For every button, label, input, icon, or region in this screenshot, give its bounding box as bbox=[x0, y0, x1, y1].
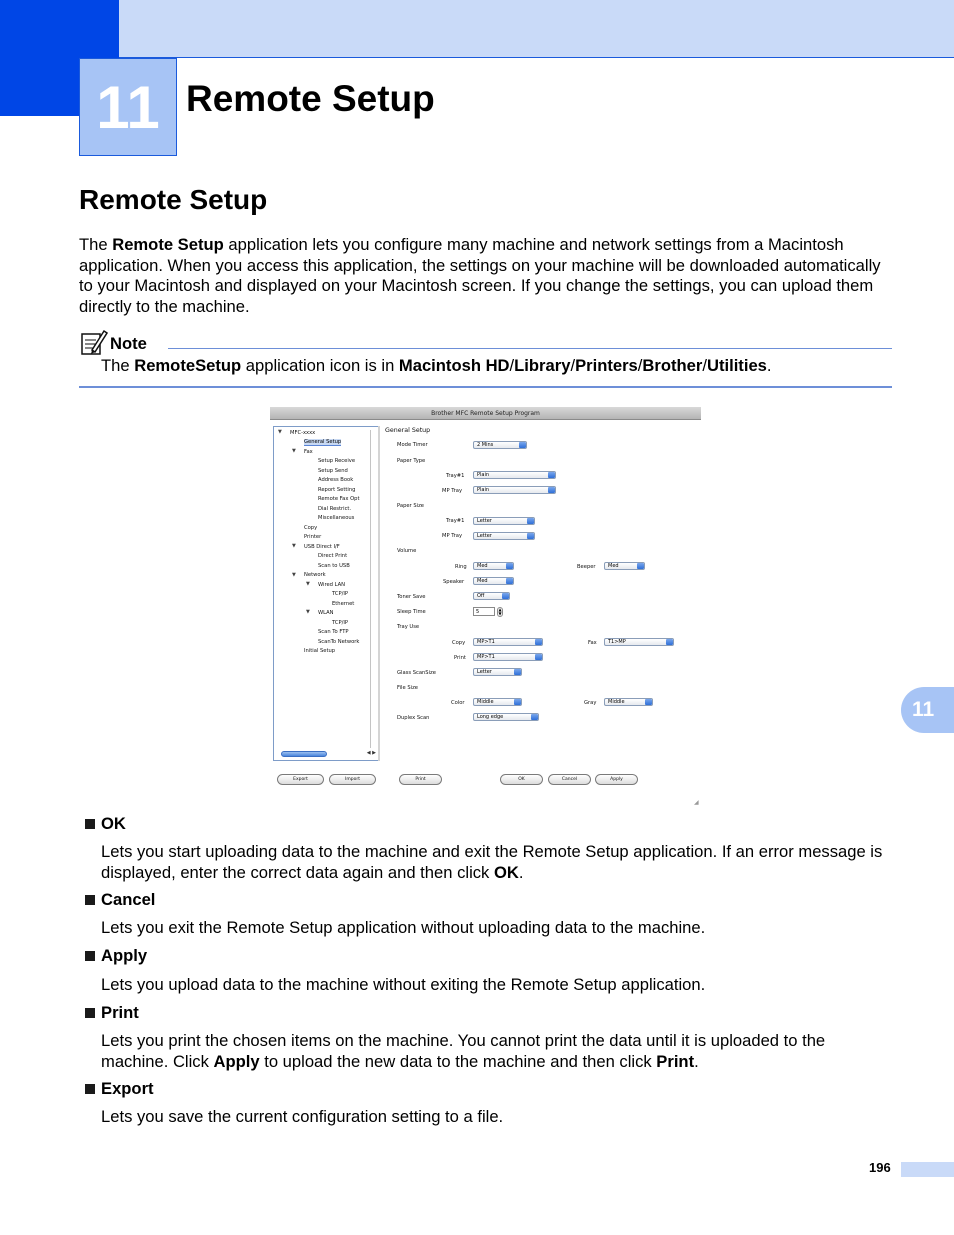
tree-item-wired-lan[interactable]: Wired LAN bbox=[318, 582, 346, 588]
page-number: 196 bbox=[869, 1160, 891, 1175]
popup-arrows-icon bbox=[527, 518, 534, 524]
note-label: Note bbox=[110, 334, 147, 353]
duplex-scan-select[interactable]: Long edge bbox=[473, 713, 539, 721]
popup-arrows-icon bbox=[514, 669, 521, 675]
expand-triangle-icon[interactable]: ▼ bbox=[306, 609, 310, 615]
popup-arrows-icon bbox=[514, 699, 521, 705]
tree-item-direct-print[interactable]: Direct Print bbox=[318, 553, 348, 559]
copy-tray-select[interactable]: MP>T1 bbox=[473, 638, 543, 646]
popup-arrows-icon bbox=[666, 639, 673, 645]
glass-scansize-select[interactable]: Letter bbox=[473, 668, 522, 676]
expand-triangle-icon[interactable]: ▼ bbox=[278, 429, 282, 435]
item-heading-ok: OK bbox=[101, 814, 126, 833]
popup-arrows-icon bbox=[535, 639, 542, 645]
glass-scansize-label: Glass ScanSize bbox=[397, 670, 436, 676]
tree-item-network[interactable]: Network bbox=[304, 572, 326, 578]
chapter-number-box bbox=[79, 58, 177, 156]
tree-item-tcpip-wlan[interactable]: TCP/IP bbox=[332, 620, 349, 626]
toner-save-select[interactable]: Off bbox=[473, 592, 510, 600]
speaker-volume-select[interactable]: Med bbox=[473, 577, 514, 585]
color-label: Color bbox=[451, 700, 465, 706]
ring-label: Ring bbox=[455, 564, 467, 570]
expand-triangle-icon[interactable]: ▼ bbox=[306, 581, 310, 587]
ring-volume-select[interactable]: Med bbox=[473, 562, 514, 570]
apply-button[interactable]: Apply bbox=[595, 774, 638, 785]
mode-timer-select[interactable]: 2 Mins bbox=[473, 441, 527, 449]
tree-item-report-setting[interactable]: Report Setting bbox=[318, 487, 356, 493]
tree-item-initial-setup[interactable]: Initial Setup bbox=[304, 648, 336, 654]
toner-save-label: Toner Save bbox=[397, 594, 426, 600]
copy-tray-label: Copy bbox=[452, 640, 466, 646]
import-button[interactable]: Import bbox=[329, 774, 376, 785]
scroll-arrows-icon[interactable]: ◀ ▶ bbox=[366, 750, 376, 756]
sleep-time-stepper[interactable]: ▲ ▼ bbox=[498, 607, 502, 616]
tree-item-address-book[interactable]: Address Book bbox=[318, 477, 354, 483]
popup-arrows-icon bbox=[645, 699, 652, 705]
popup-arrows-icon bbox=[637, 563, 644, 569]
expand-triangle-icon[interactable]: ▼ bbox=[292, 543, 296, 549]
settings-tree[interactable] bbox=[273, 426, 379, 761]
volume-label: Volume bbox=[397, 548, 417, 554]
popup-arrows-icon bbox=[548, 472, 555, 478]
tree-item-tcpip-wired[interactable]: TCP/IP bbox=[332, 591, 349, 597]
footer-accent-bar bbox=[901, 1162, 954, 1177]
scroll-thumb[interactable] bbox=[281, 751, 327, 757]
cancel-button[interactable]: Cancel bbox=[548, 774, 591, 785]
tree-vertical-scrollbar[interactable] bbox=[370, 430, 376, 748]
fax-tray-select[interactable]: T1>MP bbox=[604, 638, 674, 646]
popup-arrows-icon bbox=[527, 533, 534, 539]
note-pencil-icon bbox=[80, 328, 108, 356]
bullet-icon bbox=[85, 1084, 95, 1094]
intro-paragraph: The Remote Setup application lets you configure many machine and network settings from a Macintosh application. When you access this application, the settings on your machine will be downloaded automatically to your Macintosh and displayed on your Macintosh screen. If you change the settings, you can upload them directly to the machine. bbox=[79, 235, 881, 316]
bullet-icon bbox=[85, 951, 95, 961]
form-section-title: General Setup bbox=[385, 427, 431, 434]
item-heading-apply: Apply bbox=[101, 946, 148, 965]
window-title: Brother MFC Remote Setup Program bbox=[270, 407, 701, 420]
item-heading-cancel: Cancel bbox=[101, 890, 156, 909]
tree-item-scan-to-ftp[interactable]: Scan To FTP bbox=[318, 629, 349, 635]
tray1-type-select[interactable]: Plain bbox=[473, 471, 556, 479]
popup-arrows-icon bbox=[506, 563, 513, 569]
export-button[interactable]: Export bbox=[277, 774, 324, 785]
tree-item-remote-fax-opt[interactable]: Remote Fax Opt bbox=[318, 496, 360, 502]
tree-item-setup-send[interactable]: Setup Send bbox=[318, 468, 348, 474]
tree-item-miscellaneous[interactable]: Miscellaneous bbox=[318, 515, 355, 521]
tray-use-label: Tray Use bbox=[397, 624, 420, 630]
file-size-label: File Size bbox=[397, 685, 418, 691]
popup-arrows-icon bbox=[502, 593, 509, 599]
print-tray-label: Print bbox=[454, 655, 466, 661]
print-tray-select[interactable]: MP>T1 bbox=[473, 653, 543, 661]
tree-item-scan-to-usb[interactable]: Scan to USB bbox=[318, 563, 350, 569]
tree-item-setup-receive[interactable]: Setup Receive bbox=[318, 458, 356, 464]
tree-item-general-setup[interactable]: General Setup bbox=[304, 439, 342, 445]
tree-item-copy[interactable]: Copy bbox=[304, 525, 318, 531]
tree-item-fax[interactable]: Fax bbox=[304, 449, 313, 455]
popup-arrows-icon bbox=[531, 714, 538, 720]
tray1-type-label: Tray#1 bbox=[446, 473, 465, 479]
print-button[interactable]: Print bbox=[399, 774, 442, 785]
note-text: The RemoteSetup application icon is in Macintosh HD/Library/Printers/Brother/Utilities. bbox=[101, 356, 772, 375]
mp-tray-size-select[interactable]: Letter bbox=[473, 532, 535, 540]
tree-item-usb-direct[interactable]: USB Direct I/F bbox=[304, 544, 340, 550]
popup-arrows-icon bbox=[506, 578, 513, 584]
tree-item-wlan[interactable]: WLAN bbox=[318, 610, 334, 616]
mode-timer-label: Mode Timer bbox=[397, 442, 428, 448]
expand-triangle-icon[interactable]: ▼ bbox=[292, 448, 296, 454]
gray-filesize-select[interactable]: Middle bbox=[604, 698, 653, 706]
bullet-icon bbox=[85, 895, 95, 905]
tree-horizontal-scrollbar[interactable] bbox=[276, 750, 376, 758]
item-heading-export: Export bbox=[101, 1079, 154, 1098]
tree-item-dial-restrict[interactable]: Dial Restrict. bbox=[318, 506, 352, 512]
resize-grip-icon[interactable]: ◢ bbox=[694, 799, 699, 806]
item-body-cancel: Lets you exit the Remote Setup application without uploading data to the machine. bbox=[101, 918, 706, 937]
tray1-size-select[interactable]: Letter bbox=[473, 517, 535, 525]
tray1-size-label: Tray#1 bbox=[446, 518, 465, 524]
paper-size-label: Paper Size bbox=[397, 503, 424, 509]
bullet-icon bbox=[85, 1008, 95, 1018]
tree-item-mfc[interactable]: MFC-xxxx bbox=[290, 430, 316, 436]
item-body-export: Lets you save the current configuration setting to a file. bbox=[101, 1107, 504, 1126]
tree-item-scan-to-network[interactable]: ScanTo Network bbox=[318, 639, 360, 645]
item-body-print: Lets you print the chosen items on the machine. You cannot print the data until it is uploaded to the machine. Click Apply to upload the new data to the machine and then click Print. bbox=[101, 1031, 826, 1071]
ok-button[interactable]: OK bbox=[500, 774, 543, 785]
bullet-icon bbox=[85, 819, 95, 829]
tree-item-ethernet[interactable]: Ethernet bbox=[332, 601, 355, 607]
header-band bbox=[0, 0, 954, 58]
remote-setup-window bbox=[270, 407, 701, 806]
popup-arrows-icon bbox=[535, 654, 542, 660]
note-divider-top bbox=[168, 348, 892, 349]
beeper-volume-select[interactable]: Med bbox=[604, 562, 645, 570]
sleep-time-label: Sleep Time bbox=[397, 609, 426, 615]
section-heading: Remote Setup bbox=[79, 184, 268, 215]
item-body-ok: Lets you start uploading data to the machine and exit the Remote Setup application. If an error message is displayed, enter the correct data again and then click OK. bbox=[101, 842, 883, 882]
speaker-label: Speaker bbox=[443, 579, 465, 585]
mp-tray-size-label: MP Tray bbox=[442, 533, 463, 539]
chapter-side-tab: 11 bbox=[901, 687, 954, 733]
gray-label: Gray bbox=[584, 700, 597, 706]
color-filesize-select[interactable]: Middle bbox=[473, 698, 522, 706]
beeper-label: Beeper bbox=[577, 564, 596, 570]
chapter-number: 11 bbox=[96, 73, 160, 141]
popup-arrows-icon bbox=[519, 442, 526, 448]
mp-tray-type-label: MP Tray bbox=[442, 488, 463, 494]
item-heading-print: Print bbox=[101, 1003, 139, 1022]
paper-type-label: Paper Type bbox=[397, 458, 426, 464]
expand-triangle-icon[interactable]: ▼ bbox=[292, 572, 296, 578]
tree-item-printer[interactable]: Printer bbox=[304, 534, 322, 540]
item-body-apply: Lets you upload data to the machine without exiting the Remote Setup application. bbox=[101, 975, 706, 994]
fax-tray-label: Fax bbox=[588, 640, 597, 646]
note-divider-bottom bbox=[79, 386, 892, 388]
chapter-title: Remote Setup bbox=[186, 78, 435, 119]
mp-tray-type-select[interactable]: Plain bbox=[473, 486, 556, 494]
sleep-time-field[interactable]: 5 bbox=[473, 607, 495, 616]
duplex-scan-label: Duplex Scan bbox=[397, 715, 430, 721]
pane-divider[interactable] bbox=[378, 426, 380, 761]
popup-arrows-icon bbox=[548, 487, 555, 493]
